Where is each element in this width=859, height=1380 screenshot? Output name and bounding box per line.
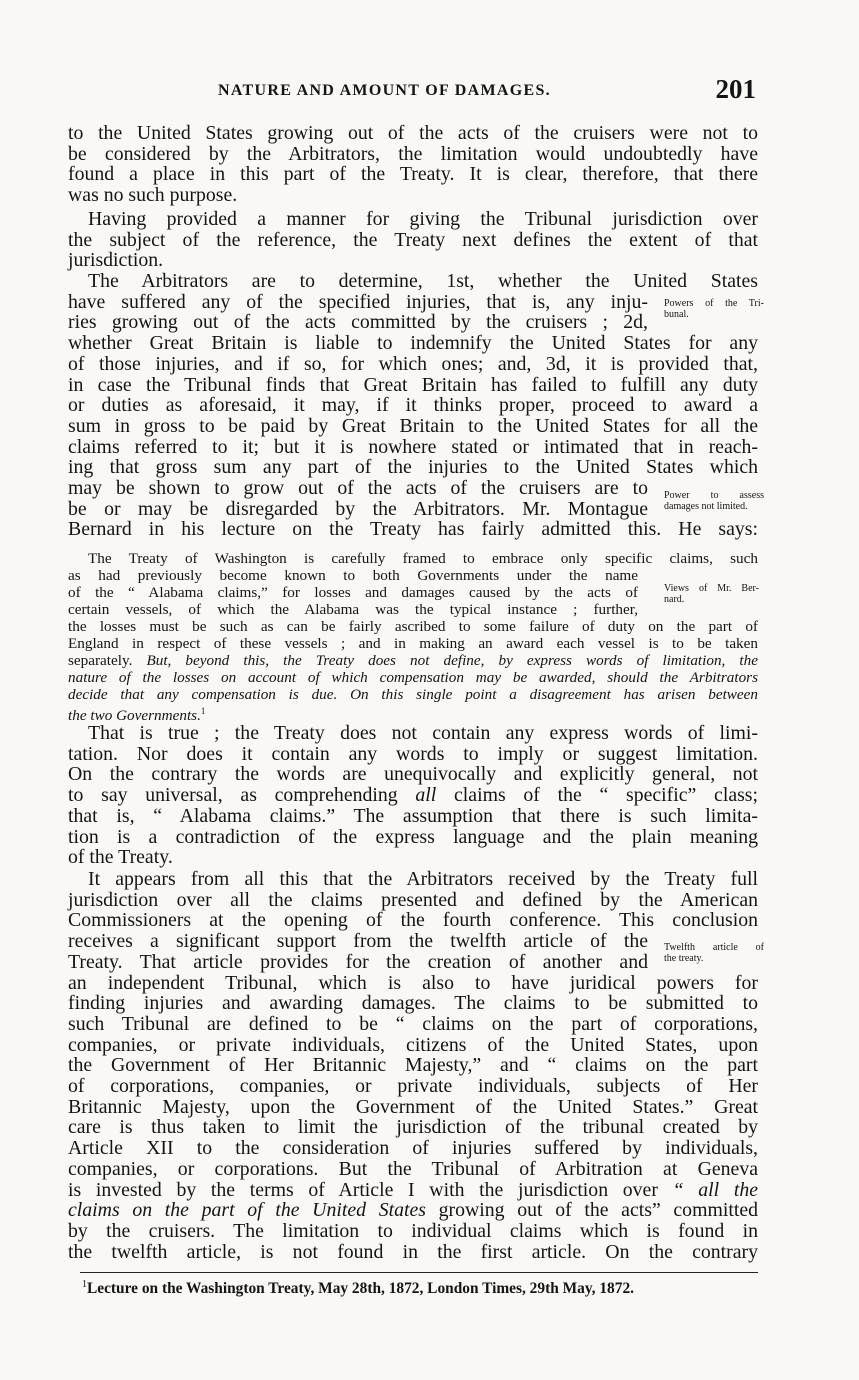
sidenote-views: Views of Mr. Ber- nard. xyxy=(664,583,759,605)
text-line: of the Treaty. xyxy=(68,846,173,869)
paragraph-3 xyxy=(68,271,758,540)
text-line: to the United States growing out of the acts of the cruisers were not to xyxy=(68,122,758,144)
paragraph-4 xyxy=(68,723,758,868)
quote-line: as had previously become known to both Governments under the name xyxy=(68,567,638,584)
text-line: was no such purpose. xyxy=(68,184,238,207)
text-line: ries growing out of the acts committed by the cruisers ; 2d, xyxy=(68,311,648,334)
text-line: whether Great Britain is liable to indemnify the United States for any xyxy=(68,332,758,355)
text-line: that is, “ Alabama claims.” The assumption that there is such limita- xyxy=(68,804,758,827)
text-line: of those injuries, and if so, for which ones; and, 3d, it is provided that, xyxy=(68,352,758,375)
text-line: It appears from all this that the Arbitrators received by the Treaty full xyxy=(88,868,758,890)
quote-line: the two Governments.$^1$ xyxy=(68,706,206,725)
block-quote xyxy=(68,550,758,724)
text-line: of corporations, companies, or private individuals, subjects of Her xyxy=(68,1075,758,1098)
paragraph-5 xyxy=(68,869,758,1262)
footnote-mark: 1 xyxy=(82,1279,87,1290)
text-line: Having provided a manner for giving the Tribunal jurisdiction over xyxy=(88,208,758,230)
paragraph-2 xyxy=(68,209,758,271)
text-line: receives a significant support from the twelfth article of the xyxy=(68,930,648,953)
footnote-rule xyxy=(80,1272,758,1273)
text-line: ing that gross sum any part of the injuries to the United States which xyxy=(68,456,758,479)
text-line: to say universal, as comprehending all claims of the “ specific” class; xyxy=(68,784,758,807)
text-line: jurisdiction over all the claims presented and defined by the American xyxy=(68,888,758,911)
text-line: be considered by the Arbitrators, the limitation would undoubtedly have xyxy=(68,142,758,165)
text-line: an independent Tribunal, which is also to have juridical powers for xyxy=(68,971,758,994)
quote-line: decide that any compensation is due. On this single point a disagreement has arisen between xyxy=(68,686,758,703)
footnote xyxy=(82,1279,762,1298)
page-number: 201 xyxy=(715,74,756,104)
text-line: That is true ; the Treaty does not contain any express words of limi- xyxy=(88,722,758,744)
sidenote-powers: Powers of the Tri- bunal. xyxy=(664,298,764,320)
text-line: tation. Nor does it contain any words to imply or suggest limitation. xyxy=(68,742,758,765)
sidenote-power-to-assess: Power to assess damages not limited. xyxy=(664,490,764,512)
text-line: jurisdiction. xyxy=(68,249,164,272)
text-line: such Tribunal are defined to be “ claims on the part of corporations, xyxy=(68,1012,758,1035)
footnote-text: Lecture on the Washington Treaty, May 28th, 1872, London Times, 29th May, 1872. xyxy=(87,1280,634,1298)
quote-line: of the “ Alabama claims,” for losses and damages caused by the acts of xyxy=(68,584,638,601)
footnote-ref: 1 xyxy=(200,706,206,716)
quote-line: England in respect of these vessels ; and in making an award each vessel is to be taken xyxy=(68,635,758,652)
quote-line: The Treaty of Washington is carefully framed to embrace only specific claims, such xyxy=(88,550,758,567)
running-header xyxy=(68,76,758,106)
text-line: The Arbitrators are to determine, 1st, whether the United States xyxy=(88,270,758,292)
text-line: companies, or corporations. But the Tribunal of Arbitration at Geneva xyxy=(68,1157,758,1180)
text-line: the twelfth article, is not found in the first article. On the contrary xyxy=(68,1240,758,1263)
text-line: Commissioners at the opening of the fourth conference. This conclusion xyxy=(68,909,758,932)
text-line: Britannic Majesty, upon the Government of the United States.” Great xyxy=(68,1095,758,1118)
text-line: may be shown to grow out of the acts of the cruisers are to xyxy=(68,477,648,500)
quote-line: nature of the losses on account of which compensation may be awarded, should the Arbitrators xyxy=(68,669,758,686)
paragraph-1 xyxy=(68,123,758,206)
text-line: in case the Tribunal finds that Great Britain has failed to fulfill any duty xyxy=(68,373,758,396)
quote-line: the losses must be such as can be fairly ascribed to some failure of duty on the part of xyxy=(68,618,758,635)
text-line: Treaty. That article provides for the creation of another and xyxy=(68,950,648,973)
text-line: sum in gross to be paid by Great Britain to the United States for all the xyxy=(68,414,758,437)
text-line: the Government of Her Britannic Majesty,” and “ claims on the part xyxy=(68,1054,758,1077)
text-line: Article XII to the consideration of injuries suffered by individuals, xyxy=(68,1137,758,1160)
text-line: or duties as aforesaid, it may, if it thinks proper, proceed to award a xyxy=(68,394,758,417)
running-title: NATURE AND AMOUNT OF DAMAGES. xyxy=(218,82,551,99)
text-line: found a place in this part of the Treaty. It is clear, therefore, that there xyxy=(68,163,758,186)
text-line: have suffered any of the specified injuries, that is, any inju- xyxy=(68,290,648,313)
text-line: Bernard in his lecture on the Treaty has fairly admitted this. He says: xyxy=(68,518,758,541)
text-line: be or may be disregarded by the Arbitrators. Mr. Montague xyxy=(68,497,648,520)
text-line: companies, or private individuals, citizens of the United States, upon xyxy=(68,1033,758,1056)
text-line: claims referred to it; but it is nowhere stated or intimated that in reach- xyxy=(68,435,758,458)
text-line: finding injuries and awarding damages. The claims to be submitted to xyxy=(68,992,758,1015)
text-line: claims on the part of the United States growing out of the acts” committed xyxy=(68,1199,758,1222)
quote-line: separately. But, beyond this, the Treaty does not define, by express words of limitation, the xyxy=(68,652,758,669)
text-line: tion is a contradiction of the express language and the plain meaning xyxy=(68,825,758,848)
text-line: care is thus taken to limit the jurisdiction of the tribunal created by xyxy=(68,1116,758,1139)
sidenote-twelfth-article: Twelfth article of the treaty. xyxy=(664,942,764,964)
text-line: by the cruisers. The limitation to individual claims which is found in xyxy=(68,1219,758,1242)
quote-line: certain vessels, of which the Alabama was the typical instance ; further, xyxy=(68,601,638,618)
text-line: On the contrary the words are unequivocally and explicitly general, not xyxy=(68,763,758,786)
text-line: the subject of the reference, the Treaty next defines the extent of that xyxy=(68,228,758,251)
text-line: is invested by the terms of Article I with the jurisdiction over “ all the xyxy=(68,1178,758,1201)
